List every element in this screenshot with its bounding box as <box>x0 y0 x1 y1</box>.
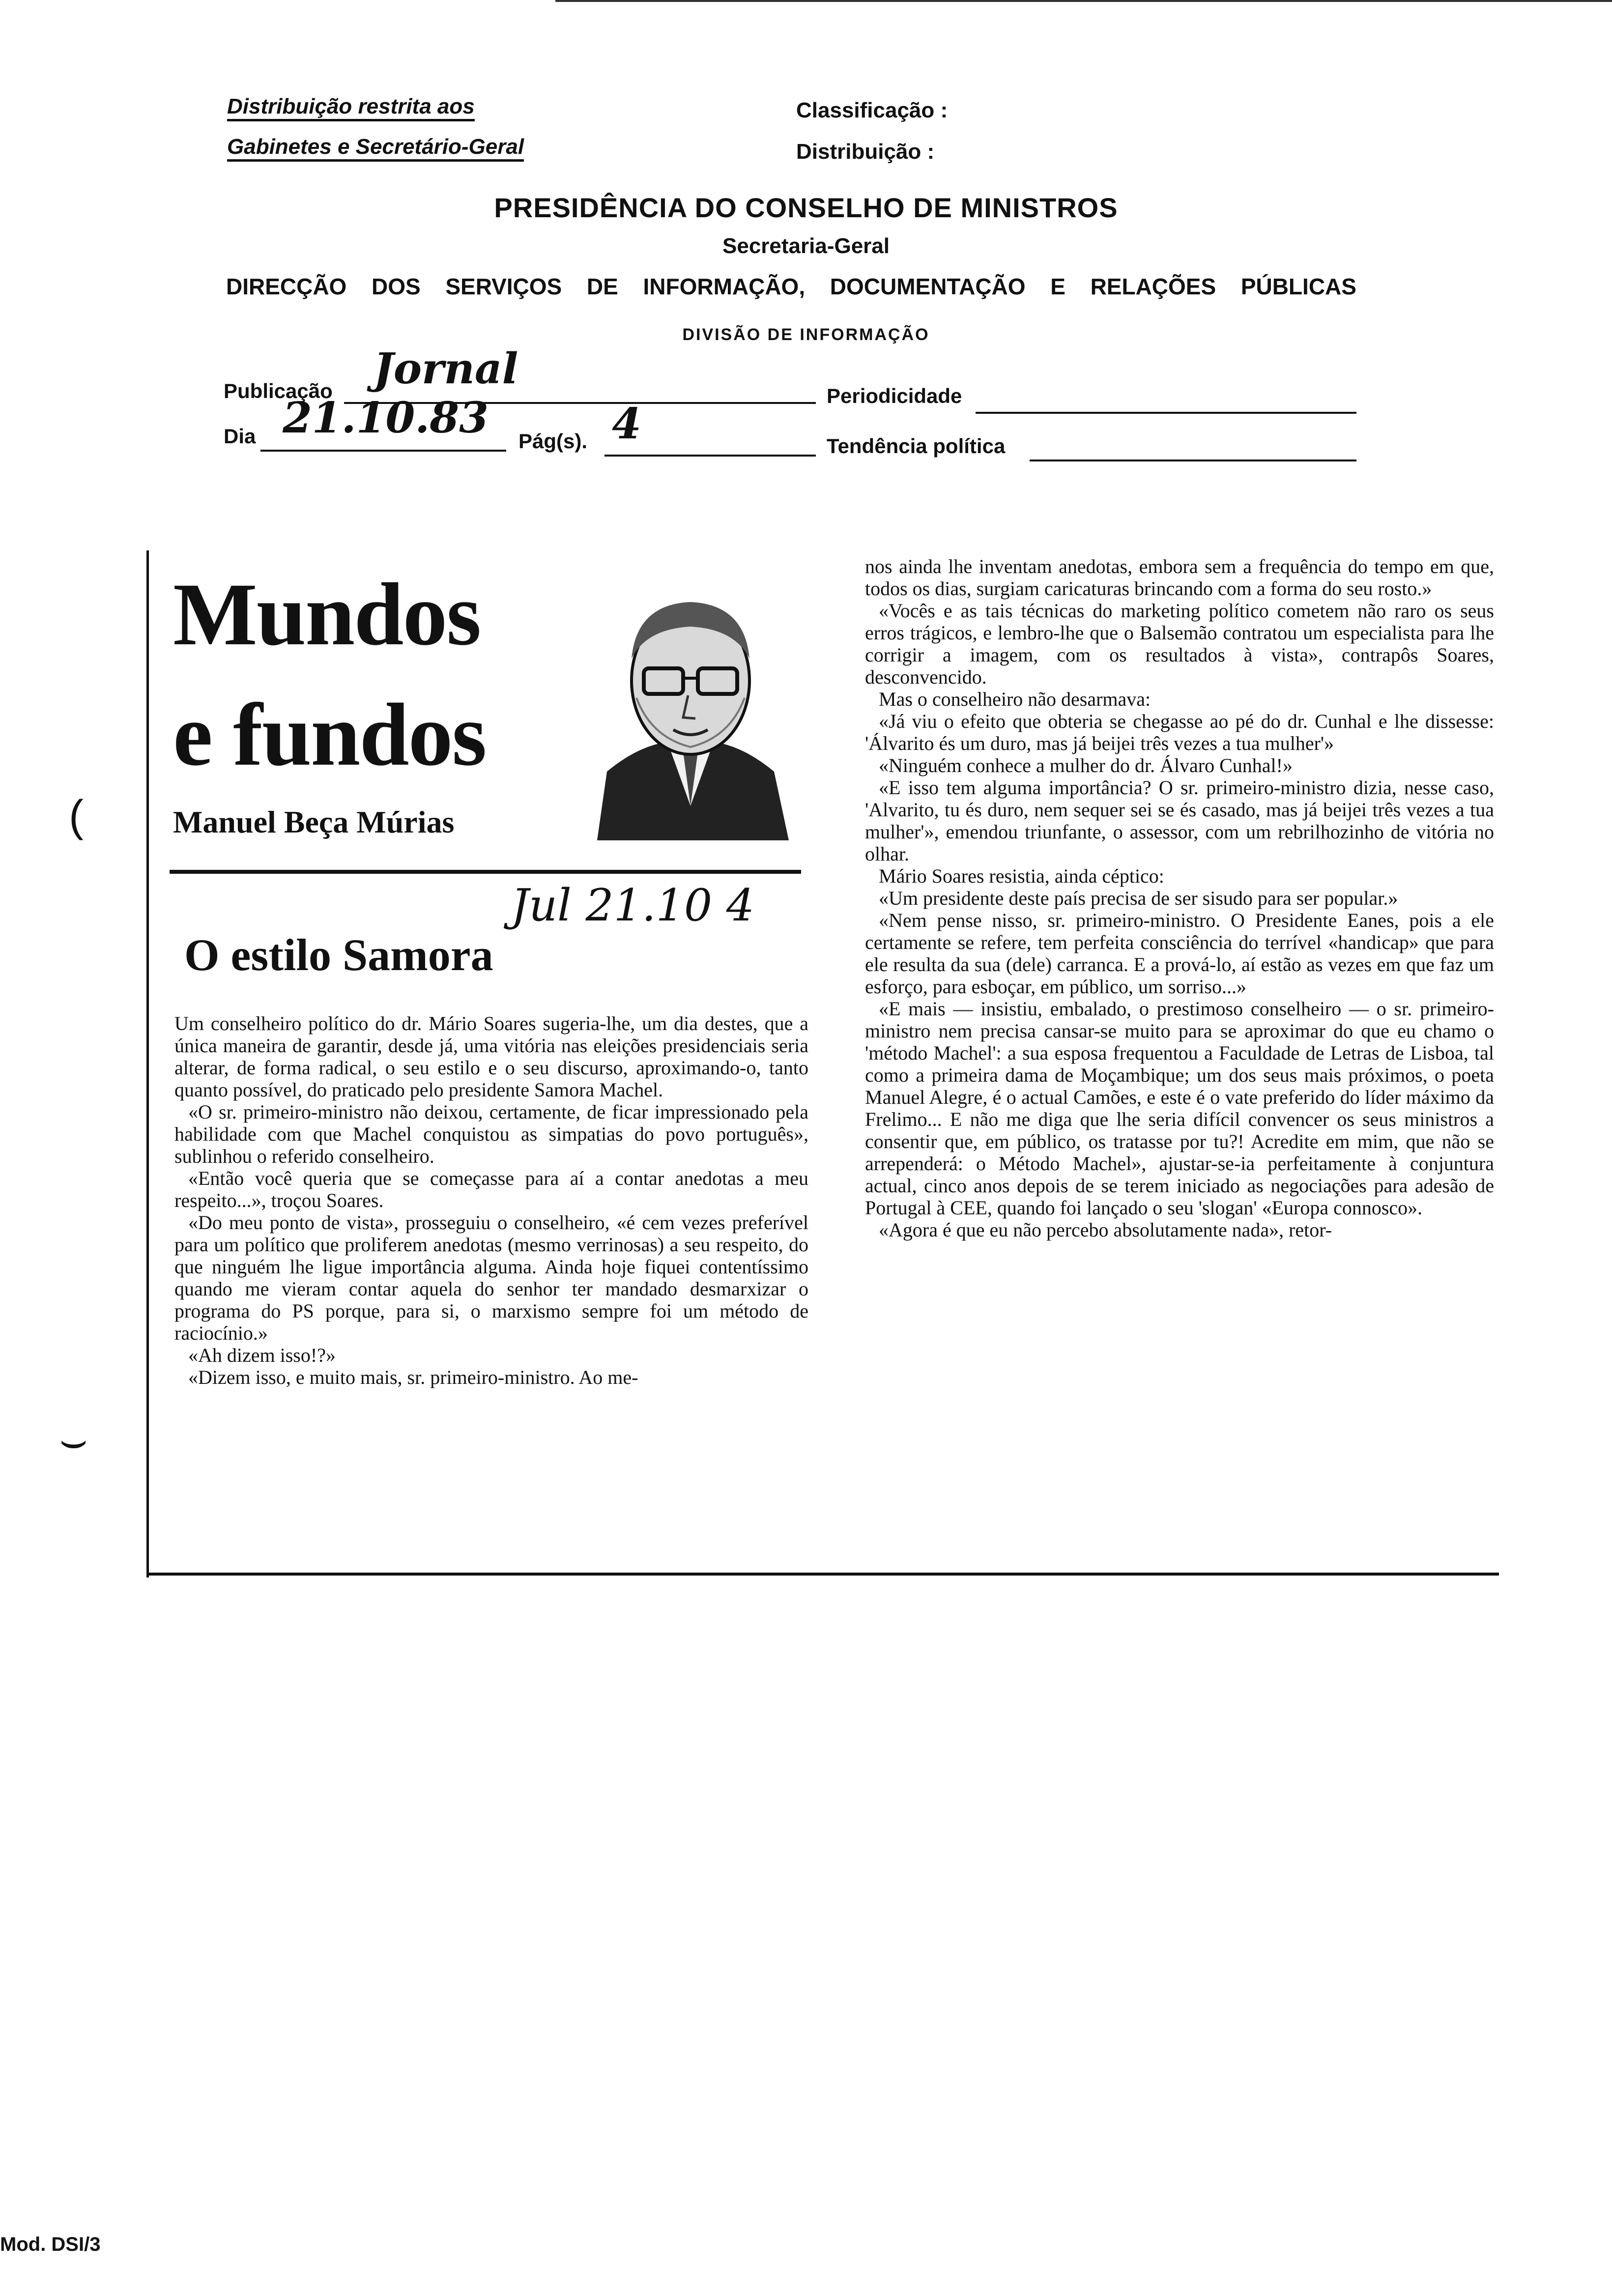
direccao-word: DE <box>586 274 618 299</box>
column-title-line-1: Mundos <box>173 565 481 664</box>
direccao-word: DIRECÇÃO <box>226 274 347 299</box>
column-title-line-2: e fundos <box>173 686 486 784</box>
paragraph: «E mais — insistiu, embalado, o prestimoso conselheiro — o sr. primeiro-ministro nem precisa cansar-se muito para se aproximar do que eu chamo o 'método Machel': a sua esposa frequentou a Faculdade de Letras de Lisboa, tal como a primeira dama de Moçambique; um dos seus mais próximos, o poeta Manuel Alegre, é o actual Camões, e este é o vate preferido do líder máximo da Frelimo... E não me diga que lhe seria difícil convencer os seus ministros a consentir que, em público, os tratasse por tu?! Acredite em mim, que não se arrependerá: o Método Machel», ajustar-se-ia perfeitamente à conjuntura actual, cinco anos depois de se terem iniciado as negociações para adesão de Portugal à CEE, quando foi lançado o seu 'slogan' «Europa connosco». <box>865 998 1494 1219</box>
author-name: Manuel Beça Múrias <box>173 804 455 839</box>
direccao-word: SERVIÇOS <box>445 274 562 299</box>
presidencia-heading: PRESIDÊNCIA DO CONSELHO DE MINISTROS <box>494 192 1118 223</box>
paragraph: «Do meu ponto de vista», prosseguiu o conselheiro, «é cem vezes preferível para um político que proliferem anedotas (mesmo verrinosas) a seu respeito, do que ninguém lhe ligue importância alguma. Ainda hoje fiquei contentíssimo quando me vieram contar aquela do senhor ter mandado desmarxizar o programa do PS porque, para si, o marxismo sempre foi um método de raciocínio.» <box>174 1211 808 1344</box>
divisao-heading: DIVISÃO DE INFORMAÇÃO <box>682 325 930 344</box>
classificacao-label: Classificação : <box>796 98 948 122</box>
secretaria-heading: Secretaria-Geral <box>722 234 890 258</box>
paragraph: «Então você queria que se começasse para aí a contar anedotas a meu respeito...», troçou Soares. <box>174 1167 808 1211</box>
top-edge-rule <box>555 0 1612 2</box>
dia-label: Dia <box>224 425 256 448</box>
pags-handwritten: 4 <box>612 399 641 449</box>
handwritten-annotation: Jul 21.10 4 <box>511 880 754 931</box>
dia-line <box>260 450 506 452</box>
tendencia-label: Tendência política <box>827 434 1006 458</box>
clipping-frame-left <box>146 550 149 1578</box>
paragraph: «E isso tem alguma importância? O sr. primeiro-ministro dizia, nesse caso, 'Alvarito, tu és duro, nem sequer sei se és casado, mas já beijei três vezes a tua mulher'», emendou triunfante, o assessor, com um rebrilhozinho de vitória no olhar. <box>865 776 1494 865</box>
paragraph: «Ninguém conhece a mulher do dr. Álvaro Cunhal!» <box>879 754 1293 776</box>
paragraph: «Agora é que eu não percebo absolutamente nada», retor- <box>879 1219 1332 1241</box>
direccao-word: DOS <box>372 274 421 299</box>
paragraph: «O sr. primeiro-ministro não deixou, certamente, de ficar impressionado pela habilidade com que Machel conquistou as simpatias do povo português», sublinhou o referido conselheiro. <box>174 1101 808 1167</box>
paragraph: «Vocês e as tais técnicas do marketing político cometem não raro os seus erros trágicos, e lembro-lhe que o Balsemão contratou um especialista para lhe corrigir a imagem, com os resultados à vista», contrapôs Soares, desconvencido. <box>865 600 1494 688</box>
direccao-word: PÚBLICAS <box>1240 274 1356 299</box>
paragraph: «Dizem isso, e muito mais, sr. primeiro-ministro. Ao me- <box>188 1366 638 1388</box>
paragraph: Um conselheiro político do dr. Mário Soares sugeria-lhe, um dia destes, que a única maneira de garantir, desde já, uma vitória nas eleições presidenciais seria alterar, de forma radical, o seu estilo e o seu discurso, aproximando-o, tanto quanto possível, do praticado pelo presidente Samora Machel. <box>174 1012 808 1101</box>
paragraph: Mário Soares resistia, ainda céptico: <box>879 865 1164 887</box>
pags-line <box>604 455 816 457</box>
restricted-line-2: Gabinetes e Secretário-Geral <box>227 135 524 162</box>
margin-mark: ( <box>69 792 84 841</box>
periodicidade-label: Periodicidade <box>827 384 962 407</box>
publicacao-handwritten: Jornal <box>374 344 518 394</box>
publicacao-label: Publicação <box>224 379 333 402</box>
direccao-word: DOCUMENTAÇÃO <box>830 274 1026 299</box>
paragraph: «Já viu o efeito que obteria se chegasse ao pé do dr. Cunhal e lhe dissesse: 'Álvarito és um duro, mas já beijei três vezes a tua mulher'» <box>865 710 1494 754</box>
periodicidade-line <box>976 412 1356 414</box>
direccao-word: INFORMAÇÃO, <box>643 274 806 299</box>
author-portrait <box>577 575 804 840</box>
margin-mark: ⌣ <box>59 1416 88 1465</box>
paragraph: «Um presidente deste país precisa de ser sisudo para ser popular.» <box>879 887 1398 909</box>
article-left-column <box>174 1012 808 1388</box>
article-subtitle: O estilo Samora <box>184 930 493 980</box>
tendencia-line <box>1030 459 1356 461</box>
direccao-word: RELAÇÕES <box>1090 274 1216 299</box>
dia-handwritten: 21.10.83 <box>283 393 489 443</box>
restricted-line-1: Distribuição restrita aos <box>227 94 475 121</box>
paragraph: Mas o conselheiro não desarmava: <box>879 688 1151 710</box>
article-right-column <box>865 555 1494 1241</box>
distribuicao-label: Distribuição : <box>796 140 935 164</box>
direccao-heading <box>226 273 1356 300</box>
clipping-frame-bottom <box>147 1573 1499 1576</box>
article-divider-rule <box>170 870 801 874</box>
pags-label: Pág(s). <box>518 430 588 453</box>
paragraph: nos ainda lhe inventam anedotas, embora sem a frequência do tempo em que, todos os dias, surgiam caricaturas brincando com a forma do seu rosto.» <box>865 555 1494 600</box>
paragraph: «Nem pense nisso, sr. primeiro-ministro. O Presidente Eanes, pois a ele certamente se refere, tem perfeita consciência do terrível «handicap» que para ele resulta da sua (dele) carranca. E a prová-lo, aí estão as vezes em que faz um esforço, para esboçar, em público, um sorriso...» <box>865 909 1494 998</box>
paragraph: «Ah dizem isso!?» <box>188 1344 336 1366</box>
form-model-number: Mod. DSI/3 <box>0 2234 101 2255</box>
direccao-word: E <box>1050 274 1065 299</box>
